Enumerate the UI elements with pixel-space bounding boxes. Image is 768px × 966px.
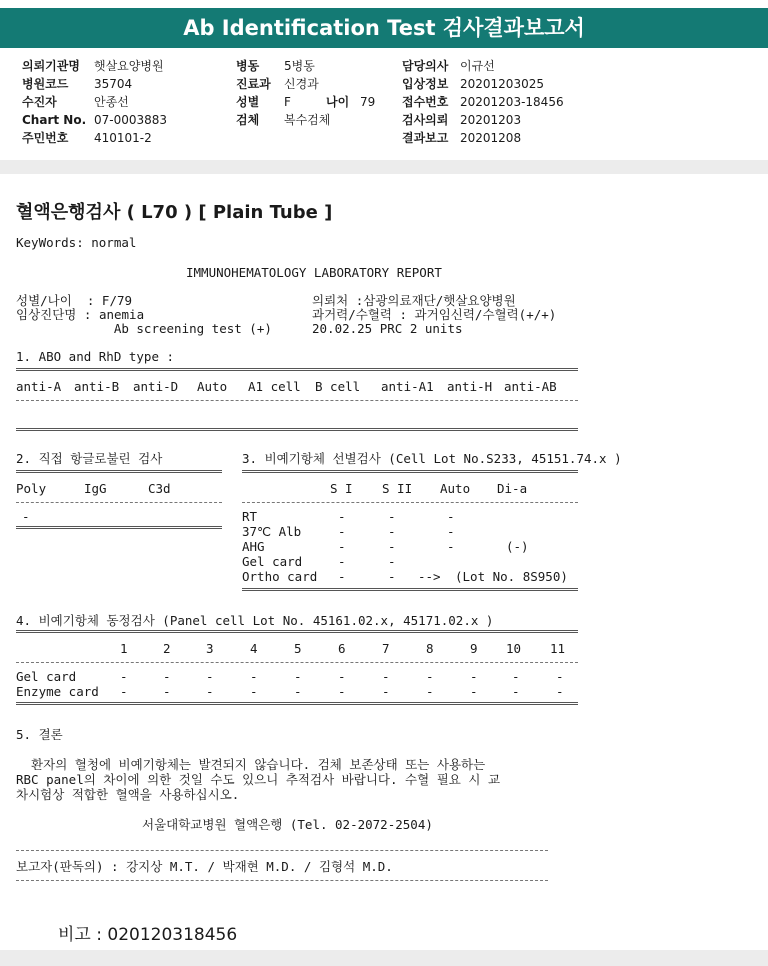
s4-cell: -: [470, 669, 478, 684]
s3-col-sii: S II: [382, 481, 413, 496]
age-value: 79: [360, 95, 376, 109]
age-label: 나이: [326, 95, 350, 109]
s4-header-rule: [16, 662, 578, 663]
reporter-bottom-rule: [16, 880, 548, 881]
s4-cell: -: [338, 684, 346, 699]
s4-cell: -: [163, 669, 171, 684]
s4-cell: -: [163, 684, 171, 699]
info-label: 담당의사: [402, 59, 449, 73]
s1-col-anti-a1: anti-A1: [381, 379, 434, 394]
s3-title: 3. 비예기항체 선별검사 (Cell Lot No.S233, 45151.74.x ): [242, 451, 622, 466]
info-value: 20201208: [460, 131, 522, 145]
s4-row-label: Gel card: [16, 669, 77, 684]
s3-row-label: Ortho card: [242, 569, 318, 584]
info-label: 주민번호: [22, 131, 69, 145]
s2-top-rule: [16, 470, 222, 473]
info-label: 의뢰기관명: [22, 59, 80, 73]
s4-cell: -: [250, 684, 258, 699]
s4-title: 4. 비예기항체 동정검사 (Panel cell Lot No. 45161.02.x, 45171.02.x ): [16, 613, 494, 628]
s4-cell: -: [512, 684, 520, 699]
hospital-contact: 서울대학교병원 혈액은행 (Tel. 02-2072-2504): [142, 817, 433, 832]
s3-row-label: 37℃ Alb: [242, 524, 302, 539]
s3-bottom-rule: [242, 588, 578, 591]
s3-col-auto: Auto: [440, 481, 471, 496]
s3-cell: -: [338, 509, 346, 524]
conclusion-line: 환자의 혈청에 비예기항체는 발견되지 않습니다. 검체 보존상태 또는 사용하는: [16, 757, 486, 772]
s3-cell: -: [338, 569, 346, 584]
s4-cell: -: [120, 684, 128, 699]
s1-col-b-cell: B cell: [315, 379, 361, 394]
s4-col: 10: [506, 641, 522, 656]
s5-title: 5. 결론: [16, 727, 63, 742]
s1-bottom-rule: [16, 428, 578, 431]
s4-cell: -: [206, 669, 214, 684]
s3-cell: -: [388, 569, 396, 584]
s3-row-label: RT: [242, 509, 258, 524]
s4-row-label: Enzyme card: [16, 684, 99, 699]
info-label: 검사의뢰: [402, 113, 449, 127]
reporter: 보고자(판독의) : 강지상 M.T. / 박재현 M.D. / 김형석 M.D.: [16, 859, 393, 874]
info-label: 결과보고: [402, 131, 449, 145]
s4-bottom-rule: [16, 702, 578, 705]
s3-cell: -: [447, 539, 455, 554]
info-label: 검체: [236, 113, 260, 127]
history-detail: 20.02.25 PRC 2 units: [312, 321, 463, 336]
s4-col: 6: [338, 641, 346, 656]
s1-col-anti-h: anti-H: [447, 379, 493, 394]
s4-col: 5: [294, 641, 302, 656]
info-value: 5병동: [284, 59, 315, 73]
s1-top-rule: [16, 368, 578, 371]
s3-row-label: AHG: [242, 539, 265, 554]
s1-header-rule: [16, 400, 578, 401]
s3-col-si: S I: [330, 481, 353, 496]
info-column-3: [402, 58, 564, 146]
header-separator: [0, 160, 768, 174]
patient-sex-age: 성별/나이 : F/79: [16, 293, 133, 308]
referral: 의뢰처 :삼광의료재단/햇살요양병원: [312, 293, 516, 308]
s2-bottom-rule: [16, 526, 222, 529]
s4-cell: -: [556, 669, 564, 684]
s4-top-rule: [16, 630, 578, 633]
s4-col: 2: [163, 641, 171, 656]
info-label: 입상정보: [402, 77, 449, 91]
conclusion-line: 차시험상 적합한 혈액을 사용하십시오.: [16, 787, 240, 802]
s3-row-label: Gel card: [242, 554, 303, 569]
s2-col-c3d: C3d: [148, 481, 171, 496]
s2-col-poly: Poly: [16, 481, 47, 496]
s4-col: 4: [250, 641, 258, 656]
s4-col: 9: [470, 641, 478, 656]
info-label: 성별: [236, 95, 260, 109]
s4-col: 3: [206, 641, 214, 656]
s3-cell: -: [388, 524, 396, 539]
info-value: 20201203025: [460, 77, 544, 91]
s3-cell: -->: [418, 569, 441, 584]
info-value: 안종선: [94, 95, 129, 109]
s3-top-rule: [242, 470, 578, 473]
s3-cell: -: [338, 539, 346, 554]
conclusion-line: RBC panel의 차이에 의한 것일 수도 있으니 추적검사 바랍니다. 수혈 필요 시 교: [16, 772, 501, 787]
s2-col-igg: IgG: [84, 481, 107, 496]
s3-col-dia: Di-a: [497, 481, 528, 496]
s4-cell: -: [512, 669, 520, 684]
s1-title: 1. ABO and RhD type :: [16, 349, 175, 364]
s4-col: 7: [382, 641, 390, 656]
s4-cell: -: [556, 684, 564, 699]
s4-cell: -: [470, 684, 478, 699]
s1-col-a1-cell: A1 cell: [248, 379, 301, 394]
s2-header-rule: [16, 502, 222, 503]
s1-col-anti-d: anti-D: [133, 379, 179, 394]
keywords: KeyWords: normal: [16, 235, 137, 250]
s3-cell: -: [388, 554, 396, 569]
info-label: 병동: [236, 59, 260, 73]
s3-header-rule: [242, 502, 578, 503]
info-value: 35704: [94, 77, 133, 91]
s4-col: 1: [120, 641, 128, 656]
s4-col: 11: [550, 641, 566, 656]
s3-cell: -: [447, 509, 455, 524]
remark: 비고 : 020120318456: [58, 925, 238, 945]
info-value: 복수검체: [284, 113, 331, 127]
s4-cell: -: [382, 684, 390, 699]
info-value: 햇살요양병원: [94, 59, 164, 73]
s1-col-anti-a: anti-A: [16, 379, 62, 394]
s4-cell: -: [382, 669, 390, 684]
s4-cell: -: [206, 684, 214, 699]
s2-title: 2. 직접 항글로불린 검사: [16, 451, 163, 466]
s3-cell: -: [338, 524, 346, 539]
s4-cell: -: [426, 684, 434, 699]
report-title-bar: Ab Identification Test 검사결과보고서: [0, 8, 768, 48]
info-value: 이규선: [460, 59, 495, 73]
s1-col-anti-ab: anti-AB: [504, 379, 557, 394]
footer-bar: [0, 950, 768, 966]
patient-diagnosis: 임상진단명 : anemia: [16, 307, 145, 322]
info-value: 20201203-18456: [460, 95, 564, 109]
s4-cell: -: [294, 669, 302, 684]
s1-col-auto: Auto: [197, 379, 228, 394]
info-label: 진료과: [236, 77, 271, 91]
info-value: 410101-2: [94, 131, 152, 145]
info-column-1: [22, 58, 167, 146]
patient-screening: Ab screening test (+): [16, 321, 272, 336]
info-value: F: [284, 95, 291, 109]
s2-value: -: [22, 509, 30, 524]
s4-cell: -: [250, 669, 258, 684]
info-column-2: [236, 58, 375, 128]
s4-cell: -: [338, 669, 346, 684]
s4-cell: -: [120, 669, 128, 684]
info-label: 병원코드: [22, 77, 69, 91]
s3-cell: (-): [506, 539, 529, 554]
info-label: Chart No.: [22, 113, 87, 127]
report-document: [0, 182, 768, 966]
info-value: 07-0003883: [94, 113, 168, 127]
history: 과거력/수혈력 : 과거임신력/수혈력(+/+): [312, 307, 557, 322]
s3-cell: -: [447, 524, 455, 539]
s3-cell: -: [388, 509, 396, 524]
section-title: 혈액은행검사 ( L70 ) [ Plain Tube ]: [16, 202, 333, 223]
info-value: 20201203: [460, 113, 522, 127]
s1-col-anti-b: anti-B: [74, 379, 120, 394]
s3-cell: -: [338, 554, 346, 569]
s4-cell: -: [426, 669, 434, 684]
lab-title: IMMUNOHEMATOLOGY LABORATORY REPORT: [186, 265, 442, 280]
s4-col: 8: [426, 641, 434, 656]
info-label: 접수번호: [402, 95, 449, 109]
s4-cell: -: [294, 684, 302, 699]
info-label: 수진자: [22, 95, 57, 109]
reporter-top-rule: [16, 850, 548, 851]
s3-cell: -: [388, 539, 396, 554]
info-value: 신경과: [284, 77, 319, 91]
s3-cell: (Lot No. 8S950): [455, 569, 568, 584]
